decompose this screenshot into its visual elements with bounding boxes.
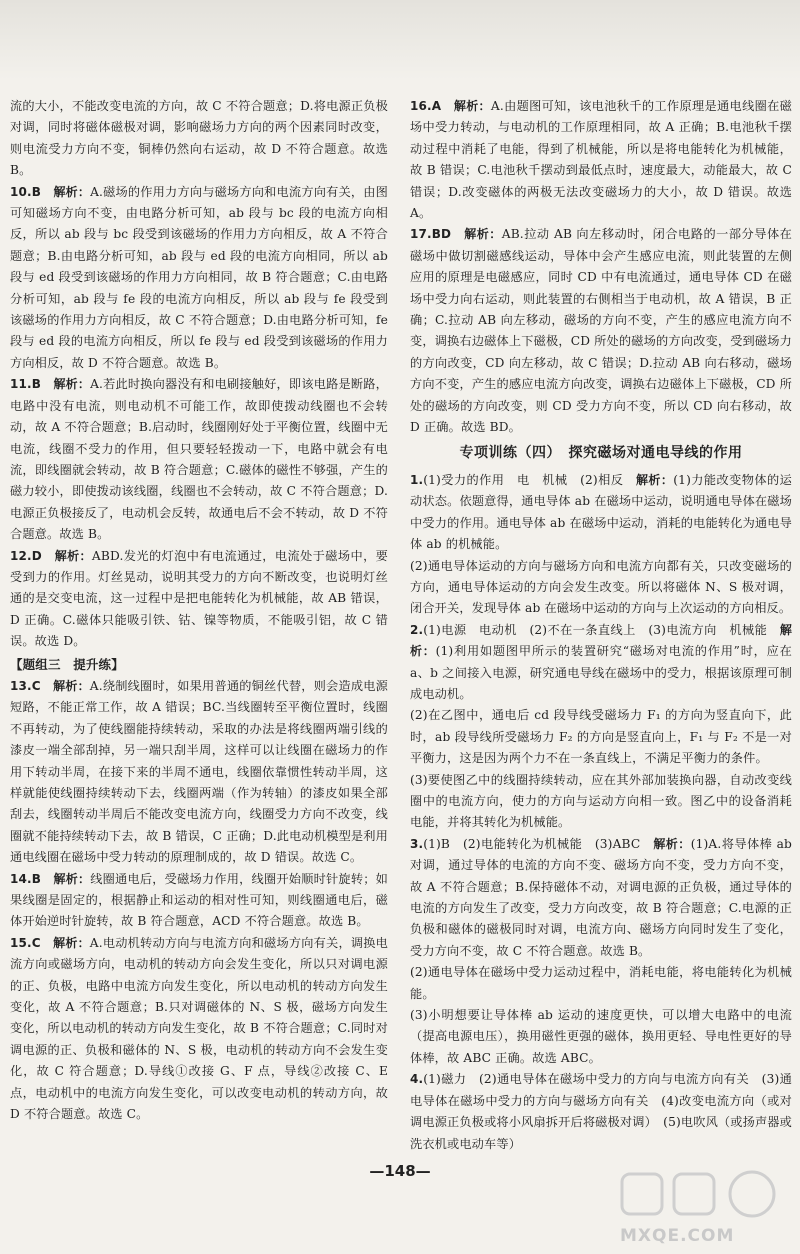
answer-11 xyxy=(10,374,388,545)
answer-number: 4. xyxy=(410,1072,424,1087)
training-answer-4 xyxy=(410,1069,792,1155)
answer-number: 3. xyxy=(410,836,424,851)
watermark-text: MXQE.COM xyxy=(620,1226,735,1246)
answer-paragraph: (3)小明想要让导体棒 ab 运动的速度更快，可以增大电路中的电流（提高电源电压），换用磁性更强的磁体，换用更轻、导电性更好的导体棒，故 ABC 正确。故选 ABC。 xyxy=(410,1008,792,1065)
answer-14 xyxy=(10,869,388,933)
answer-text: A.若此时换向器没有和电刷接触好，即该电路是断路，电路中没有电流，则电动机不可能工作，故即使拨动线圈也不会转动，故 A 不符合题意；B.启动时，线圈刚好处于平衡位置，线圈中无电流，线圈不受力的作用，但只要轻轻拨动一下，电路中就会有电流，即线圈就会转动，故 B 符合题意；C.磁体的磁性不够强，产生的磁力较小，即使拨动该线圈，线圈也不会转动，故 C 不符合题意；D.电源正负极接反了，电动机会反转，故通电后不会不转动，故 D 不符合题意。故选 B。 xyxy=(10,377,388,542)
left-column xyxy=(10,96,388,1126)
answer-number: 17.BD xyxy=(410,227,452,242)
answer-13 xyxy=(10,676,388,869)
analysis-label: 解析： xyxy=(54,548,92,563)
answer-text: (1)利用如题图甲所示的装置研究“磁场对电流的作用”时，应在 a、b 之间接入电源，研究通电导线在磁场中的受力，根据该原理可制成电动机。 xyxy=(410,644,792,701)
analysis-label: 解析： xyxy=(464,227,502,242)
answer-number: 15.C xyxy=(10,935,41,950)
answer-number: 14.B xyxy=(10,871,42,886)
training-answer-1 xyxy=(410,470,792,556)
answer-12 xyxy=(10,546,388,653)
answer-text: (1)力能改变物体的运动状态。依题意得，通电导体 ab 在磁场中运动，说明通电导体在磁场中受力的作用。通电导体 ab 在磁场中运动，消耗的电能转化为通电导体 ab 的机械能。 xyxy=(410,472,792,552)
answer-number: 12.D xyxy=(10,548,42,563)
answer-text: A.绕制线圈时，如果用普通的铜丝代替，则会造成电源短路，不能正常工作，故 A 错误；BC.当线圈转至平衡位置时，线圈不再转动，为了使线圈能持续转动，采取的办法是将线圈两端引线的漆皮一端全部刮掉，另一端只刮半周，这样可以让线圈在磁场力的作用下转动半周，在接下来的半周不通电，线圈依靠惯性转动半周，这样就能使线圈持续转动下去，线圈两端（作为转轴）的漆皮如果全部刮去，线圈转动半周后不能改变电流方向，线圈受力方向不改变，线圈就不能持续转动下去，故 B 错误，C 正确；D.此电动机模型是利用通电线圈在磁场中受力转动的原理制成的，故 D 错误。故选 C。 xyxy=(10,678,388,865)
analysis-label: 解析： xyxy=(635,472,674,487)
answer-number: 11.B xyxy=(10,377,42,392)
answer-text: (1)A.将导体棒 ab 对调，通过导体的电流的方向不变、磁场方向不变，受力方向不变，故 A 不符合题意；B.保持磁体不动，对调电源的正负极，通过导体的电流的方向发生了改变，受力方向改变，故 B 符合题意；C.电源的正负极和磁体的磁极同时对调，电流方向、磁场方向同时发生了变化，受力方向不变，故 C 不符合题意。故选 B。 xyxy=(410,836,793,958)
answer-paragraph: (2)通电导体运动的方向与磁场方向和电流方向都有关，只改变磁场的方向，通电导体运动的方向会发生改变。所以将磁体 N、S 极对调，闭合开关，发现导体 ab 在磁场中运动的方向与上次运动的方向相反。 xyxy=(410,558,792,616)
answer-key: (1)电源 电动机 (2)不在一条直线上 (3)电流方向 机械能 xyxy=(423,622,768,637)
answer-text: A.由题图可知，该电池秋千的工作原理是通电线圈在磁场中受力转动，与电动机的工作原理相同，故 A 正确；B.电池秋千摆动过程中消耗了电能，得到了机械能，所以是将电能转化为机械能，故 B 错误；C.电池秋千摆动到最低点时，速度最大，动能最大，故 C 错误；D.改变磁体的两极无法改变磁场力的大小，故 D 错误。故选 A。 xyxy=(410,99,792,221)
answer-number: 2. xyxy=(410,622,424,637)
analysis-label: 解析： xyxy=(53,678,90,693)
answer-text: AB.拉动 AB 向左移动时，闭合电路的一部分导体在磁场中做切割磁感线运动，导体中会产生感应电流，则此装置的左侧应用的原理是电磁感应，同时 CD 中有电流通过，通电导体 CD 在磁场中受力向右运动，则此装置的右侧相当于电动机，故 A 错误，B 正确；C.拉动 AB 向左移动，磁场的方向不变，产生的感应电流方向不变，调换右边磁体上下磁极，CD 所处的磁场的方向改变，受到磁场力的方向改变，CD 向左移动，故 C 错误；D.拉动 AB 向右移动，磁场方向不变，产生的感应电流方向改变，调换右边磁体上下磁极，CD 所处的磁场的方向改变，则 CD 受力方向不变，所以 CD 向右移动，故 D 正确。故选 BD。 xyxy=(410,227,792,435)
answer-text: A.电动机转动方向与电流方向和磁场方向有关，调换电流方向或磁场方向，电动机的转动方向会发生变化，所以只对调电源的正、负极，电路中电流方向发生变化，所以电动机的转动方向发生变化，故 A 不符合题意；B.只对调磁体的 N、S 极，磁场方向发生变化，所以电动机的转动方向发生变化，故 B 不符合题意；C.同时对调电源的正、负极和磁体的 N、S 极，电动机的转动方向不会发生变化，故 C 符合题意；D.导线①改接 G、F 点，导线②改接 C、E 点，电动机中的电流方向发生变化，可以改变电动机的转动方向，故 D 不符合题意。故选 C。 xyxy=(10,935,388,1122)
right-column xyxy=(410,96,792,1155)
answer-key: (1)磁力 (2)通电导体在磁场中受力的方向与电流方向有关 (3)通电导体在磁场中受力的方向与磁场方向有关 (4)改变电流方向（或对调电源正负极或将小风扇拆开后将磁极对调） (5)电吹风（或扬声器或洗衣机或电动车等） xyxy=(410,1072,792,1151)
answer-paragraph: (3)要使图乙中的线圈持续转动，应在其外部加装换向器，自动改变线圈中的电流方向，使力的方向与运动方向相一致。图乙中的设备消耗电能，并将其转化为机械能。 xyxy=(410,772,792,830)
training-answer-3 xyxy=(410,834,792,962)
training-answer-2 xyxy=(410,620,792,706)
answer-text: 线圈通电后，受磁场力作用，线圈开始顺时针旋转；如果线圈是固定的，根据静止和运动的相对性可知，则线圈通电后，磁体开始逆时针旋转，故 B 符合题意，ACD 不符合题意。故选 B。 xyxy=(10,871,389,929)
answer-paragraph: (2)通电导体在磁场中受力运动过程中，消耗电能，将电能转化为机械能。 xyxy=(410,965,792,1001)
answer-number: 1. xyxy=(410,472,424,487)
analysis-label: 解析： xyxy=(53,377,91,392)
answer-key: (1)B (2)电能转化为机械能 (3)ABC xyxy=(423,836,641,851)
answer-10 xyxy=(10,182,388,375)
answer-number: 10.B xyxy=(10,184,42,199)
page-top-shade xyxy=(0,0,800,80)
analysis-label: 解析： xyxy=(653,836,691,851)
answer-number: 16.A xyxy=(410,99,442,113)
answer-16 xyxy=(410,96,792,224)
analysis-label: 解析： xyxy=(53,871,91,886)
answer-17 xyxy=(410,224,792,438)
answer-15 xyxy=(10,933,388,1126)
group-title: 【题组三 提升练】 xyxy=(10,656,124,672)
analysis-label: 解析： xyxy=(53,184,91,199)
page-number: —148— xyxy=(369,1162,431,1180)
answer-text: ABD.发光的灯泡中有电流通过，电流处于磁场中，要受到力的作用。灯丝晃动，说明其受力的方向不断改变，也说明灯丝通的是交变电流，这一过程中是把电能转化为机械能，故 AB 错误，D 正确。C.磁体只能吸引铁、钴、镍等物质，不能吸引铝，故 C 错误。故选 D。 xyxy=(10,548,389,649)
continued-answer: 流的大小，不能改变电流的方向，故 C 不符合题意；D.将电源正负极对调，同时将磁体磁极对调，影响磁场力方向的两个因素同时改变，则电流受力方向不变，铜棒仍然向右运动，故 D 不符合题意。故选 B。 xyxy=(10,99,388,178)
analysis-label: 解析： xyxy=(453,99,491,113)
answer-text: A.磁场的作用力方向与磁场方向和电流方向有关，由图可知磁场方向不变，由电路分析可知，ab 段与 bc 段的电流方向相反，所以 ab 段与 bc 段受到该磁场的作用力方向相反，故 A 不符合题意；B.由电路分析可知，ab 段与 ed 段的电流方向相同，所以 ab 段与 ed 段受到该磁场的作用力方向相同，故 B 符合题意；C.由电路分析可知，ab 段与 fe 段的电流方向相反，所以 ab 段与 fe 段受到该磁场的作用力方向相反，故 C 不符合题意；D.由电路分析可知，fe 段与 ed 段的电流方向相反，所以 fe 段与 ed 段受到该磁场的作用力方向相反，故 D 不符合题意。故选 B。 xyxy=(10,184,388,370)
section-title: 专项训练（四） 探究磁场对通电导线的作用 xyxy=(459,444,743,461)
answer-paragraph: (2)在乙图中，通电后 cd 段导线受磁场力 F₁ 的方向为竖直向下，此时，ab 段导线所受磁场力 F₂ 的方向是竖直向上，F₁ 与 F₂ 不是一对平衡力，这是因为两个力不在一条直线上，不满足平衡力的条件。 xyxy=(410,708,792,766)
answer-number: 13.C xyxy=(10,678,41,693)
answer-key: (1)受力的作用 电 机械 (2)相反 xyxy=(423,472,624,487)
analysis-label: 解析： xyxy=(53,935,90,950)
analysis-label: 解析： xyxy=(410,622,793,659)
